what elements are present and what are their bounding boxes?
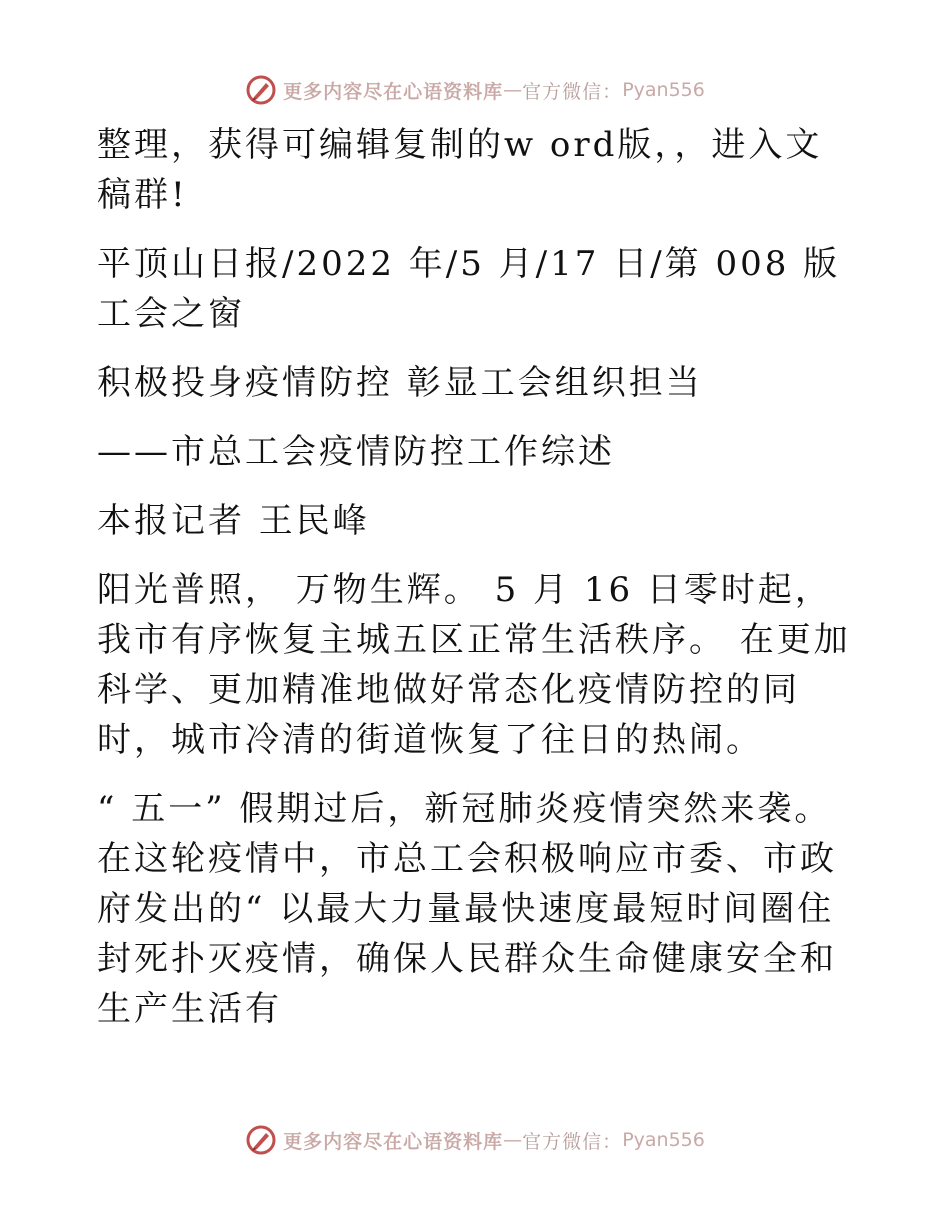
watermark-dash: — xyxy=(503,1129,523,1151)
article-title: 积极投身疫情防控 彰显工会组织担当 xyxy=(97,363,703,403)
watermark-dash: — xyxy=(503,79,523,101)
paragraph-source: 平顶山日报/2022 年/5 月/17 日/第 008 版工会之窗 xyxy=(97,244,841,334)
article-subtitle: ——市总工会疫情防控工作综述 xyxy=(97,432,615,472)
pen-logo-icon xyxy=(245,74,277,106)
document-body xyxy=(97,120,857,1053)
paragraph-body-2: “ 五一” 假期过后，新冠肺炎疫情突然来袭。在这轮疫情中，市总工会积极响应市委、市政府发出的“ 以最大力量最快速度最短时间圈住封死扑灭疫情，确保人民群众生命健康安全和生产生活有 xyxy=(97,789,837,1029)
paragraph-intro: 整理，获得可编辑复制的w ord版，，进入文稿群! xyxy=(97,125,823,215)
pen-logo-icon xyxy=(245,1124,277,1156)
watermark-wechat-id: Pyan556 xyxy=(622,79,705,101)
watermark-main-text: 更多内容尽在心语资料库 xyxy=(283,1130,504,1153)
paragraph-body-1: 阳光普照， 万物生辉。 5 月 16 日零时起， 我市有序恢复主城五区正常生活秩序。 在更加科学、更加精准地做好常态化疫情防控的同时，城市冷清的街道恢复了往日的热闹。 xyxy=(97,570,851,760)
watermark-label: 官方微信： xyxy=(522,80,623,103)
watermark-main-text: 更多内容尽在心语资料库 xyxy=(283,80,504,103)
watermark-wechat-id: Pyan556 xyxy=(622,1129,705,1151)
watermark-label: 官方微信： xyxy=(522,1130,623,1153)
article-byline: 本报记者 王民峰 xyxy=(97,501,370,541)
header-watermark xyxy=(0,70,950,110)
footer-watermark xyxy=(0,1120,950,1160)
